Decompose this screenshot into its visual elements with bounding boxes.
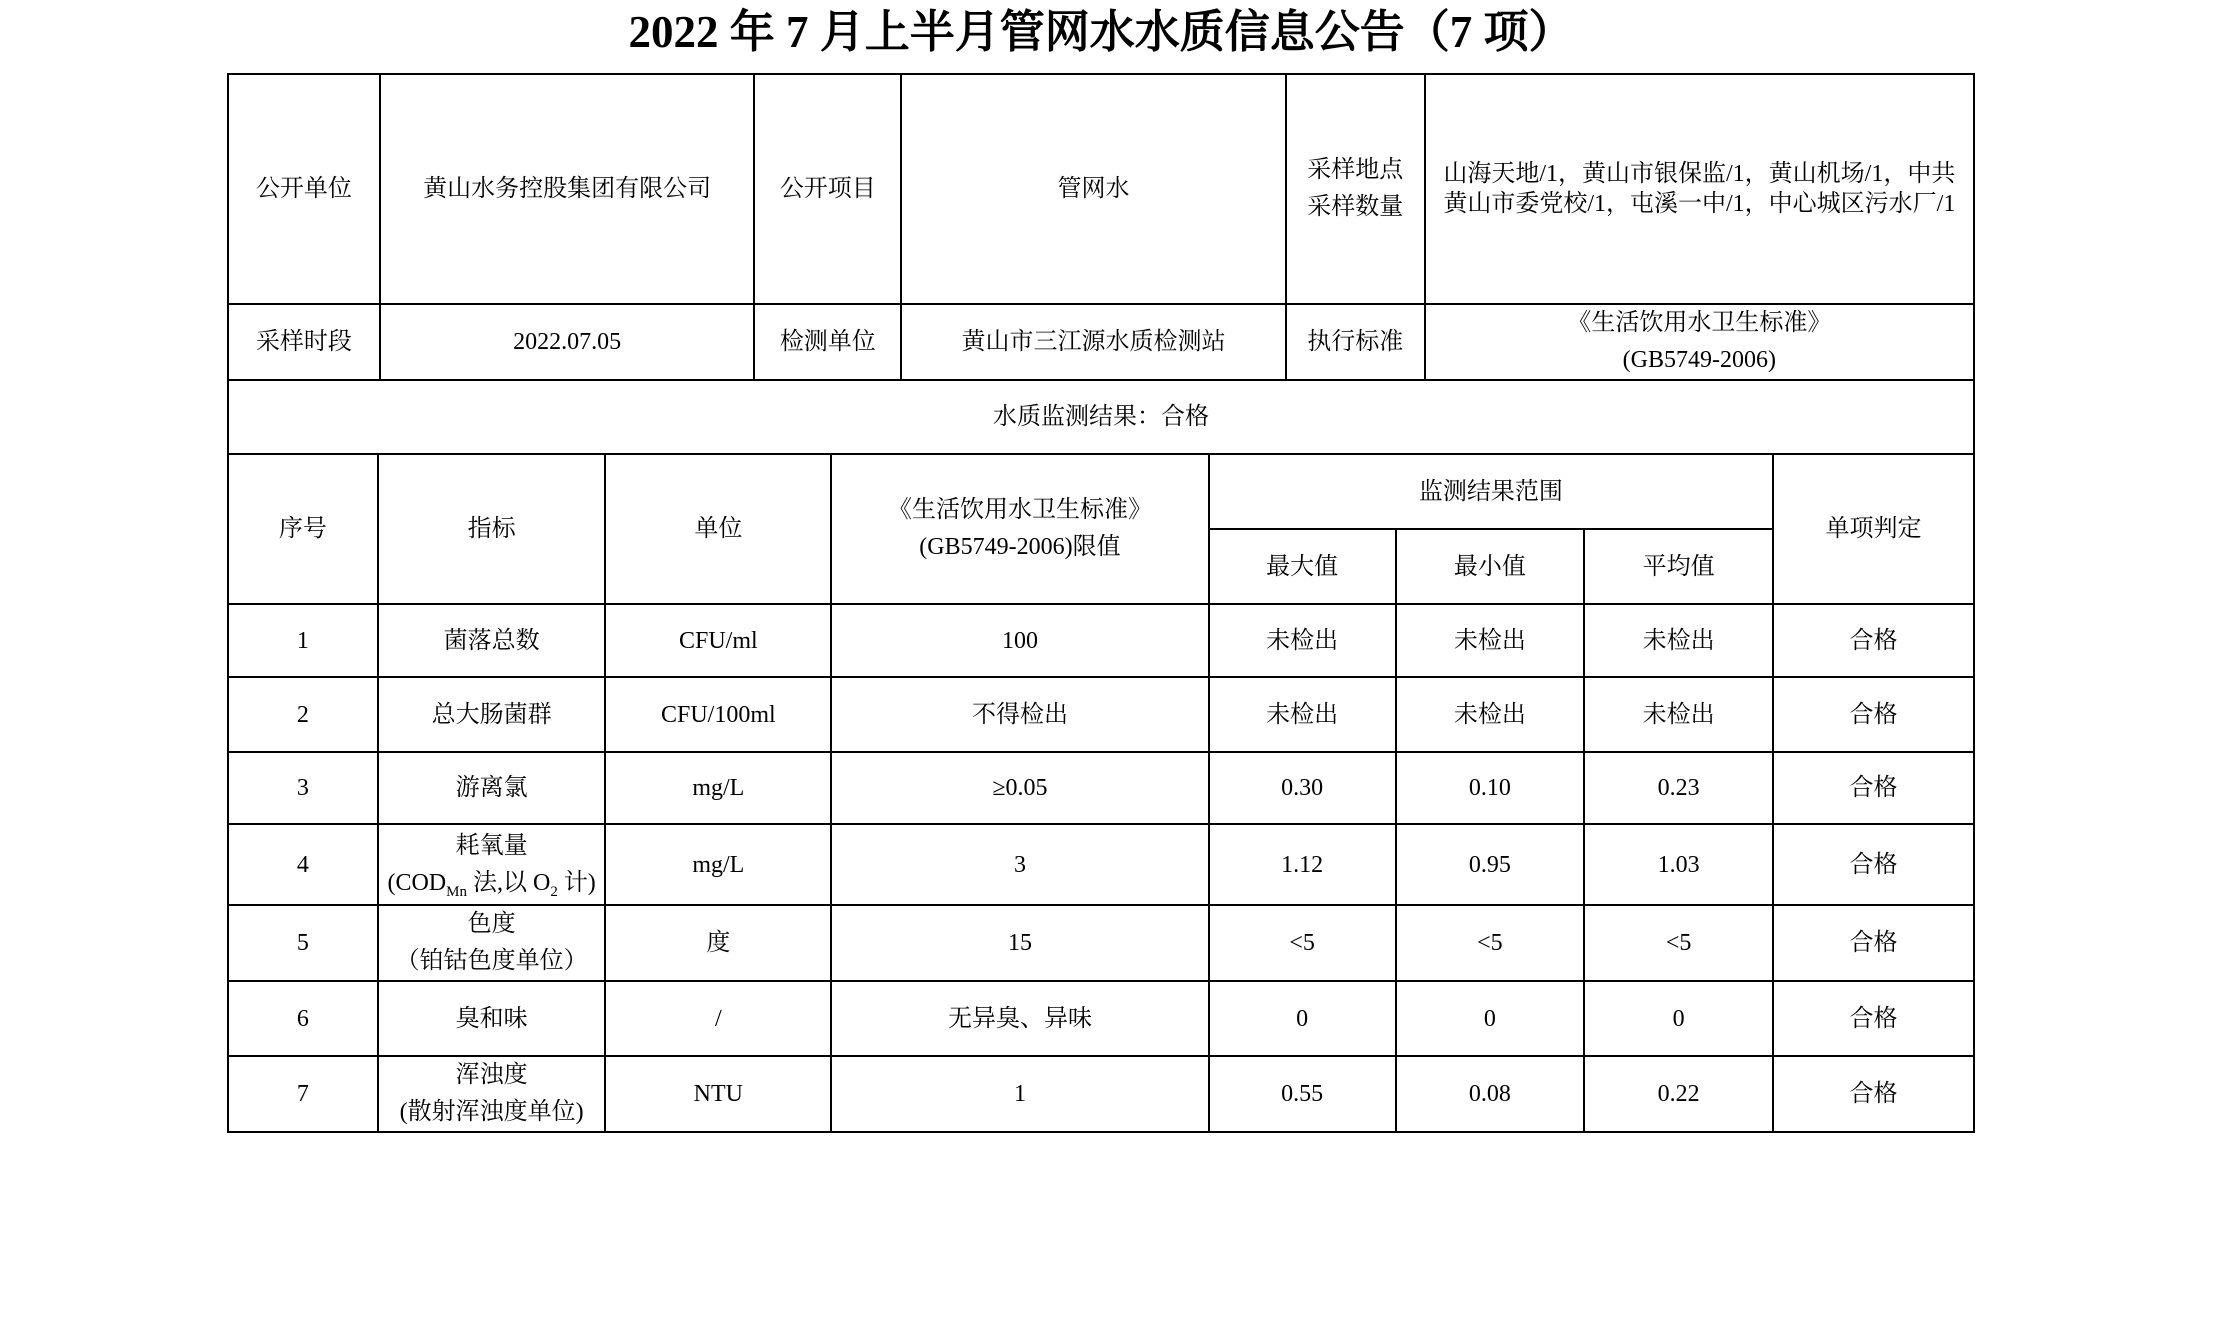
row-avg: <5 — [1584, 905, 1773, 981]
header-unit: 单位 — [605, 454, 831, 604]
row-limit: 不得检出 — [831, 677, 1208, 752]
row-judgement: 合格 — [1773, 677, 1974, 752]
row-unit: / — [605, 981, 831, 1056]
standard-label: 执行标准 — [1286, 304, 1425, 380]
row-judgement: 合格 — [1773, 604, 1974, 677]
page-title: 2022 年 7 月上半月管网水水质信息公告（7 项） — [628, 7, 1574, 57]
row-min: 0.95 — [1396, 824, 1585, 905]
row-unit: CFU/100ml — [605, 677, 831, 752]
row-avg: 0.22 — [1584, 1056, 1773, 1132]
table-row — [228, 604, 1974, 677]
header-range-group: 监测结果范围 — [1209, 454, 1773, 529]
header-limit-line1: 《生活饮用水卫生标准》 — [887, 497, 1152, 523]
info-row-1 — [228, 74, 1974, 304]
subscript: Mn — [446, 883, 467, 900]
row-max: 0 — [1209, 981, 1396, 1056]
row-min: 0 — [1396, 981, 1585, 1056]
row-min: 0.08 — [1396, 1056, 1585, 1132]
table-row — [228, 824, 1974, 905]
table-row — [228, 677, 1974, 752]
public-item-label: 公开项目 — [754, 74, 901, 304]
row-max: 0.55 — [1209, 1056, 1396, 1132]
sampling-site-label — [1286, 74, 1425, 304]
table-row — [228, 905, 1974, 981]
row-unit: NTU — [605, 1056, 831, 1132]
row-indicator — [378, 905, 606, 981]
row-max: 未检出 — [1209, 677, 1396, 752]
table-row — [228, 981, 1974, 1056]
row-indicator-line2: (散射浑浊度单位) — [399, 1099, 584, 1125]
row-no: 4 — [228, 824, 378, 905]
row-indicator-line2: ($COD_{Mn}$ 法,以 $O_2$ 计) — [387, 869, 596, 900]
row-indicator-line2: （铂钴色度单位） — [395, 948, 588, 974]
row-indicator: 游离氯 — [378, 752, 606, 824]
header-limit — [831, 454, 1208, 604]
header-no: 序号 — [228, 454, 378, 604]
standard-value — [1425, 304, 1974, 380]
row-no: 3 — [228, 752, 378, 824]
row-limit: 3 — [831, 824, 1208, 905]
sampling-site-value: 山海天地/1，黄山市银保监/1，黄山机场/1，中共黄山市委党校/1，屯溪一中/1，中心城区污水厂/1 — [1425, 74, 1974, 304]
row-max: <5 — [1209, 905, 1396, 981]
row-indicator: 臭和味 — [378, 981, 606, 1056]
header-judgement: 单项判定 — [1773, 454, 1974, 604]
testing-unit-value: 黄山市三江源水质检测站 — [901, 304, 1286, 380]
row-indicator-line1: 浑浊度 — [455, 1062, 528, 1088]
row-max: 未检出 — [1209, 604, 1396, 677]
table-row — [228, 1056, 1974, 1132]
header-min: 最小值 — [1396, 529, 1585, 604]
row-judgement: 合格 — [1773, 905, 1974, 981]
monitoring-result: 水质监测结果：合格 — [228, 380, 1974, 454]
row-indicator: 总大肠菌群 — [378, 677, 606, 752]
public-item-value: 管网水 — [901, 74, 1286, 304]
subscript: 2 — [550, 883, 558, 900]
row-no: 1 — [228, 604, 378, 677]
row-limit: 1 — [831, 1056, 1208, 1132]
public-unit-label: 公开单位 — [228, 74, 380, 304]
row-min: 0.10 — [1396, 752, 1585, 824]
sampling-site-label-line1: 采样地点 — [1307, 157, 1404, 183]
row-no: 5 — [228, 905, 378, 981]
row-no: 2 — [228, 677, 378, 752]
row-indicator — [378, 1056, 606, 1132]
row-avg: 1.03 — [1584, 824, 1773, 905]
row-min: 未检出 — [1396, 604, 1585, 677]
row-limit: 100 — [831, 604, 1208, 677]
header-indicator: 指标 — [378, 454, 606, 604]
row-judgement: 合格 — [1773, 981, 1974, 1056]
header-avg: 平均值 — [1584, 529, 1773, 604]
standard-value-line1: 《生活饮用水卫生标准》 — [1567, 310, 1832, 336]
row-min: 未检出 — [1396, 677, 1585, 752]
row-limit: ≥0.05 — [831, 752, 1208, 824]
row-indicator-line1: 耗氧量 — [455, 832, 528, 859]
table-row — [228, 752, 1974, 824]
row-avg: 未检出 — [1584, 677, 1773, 752]
row-no: 6 — [228, 981, 378, 1056]
row-judgement: 合格 — [1773, 752, 1974, 824]
row-avg: 0 — [1584, 981, 1773, 1056]
testing-unit-label: 检测单位 — [754, 304, 901, 380]
sampling-period-value: 2022.07.05 — [380, 304, 755, 380]
row-indicator-line1: 色度 — [467, 911, 516, 937]
row-avg: 0.23 — [1584, 752, 1773, 824]
public-unit-value: 黄山水务控股集团有限公司 — [380, 74, 755, 304]
row-judgement: 合格 — [1773, 824, 1974, 905]
sampling-period-label: 采样时段 — [228, 304, 380, 380]
row-indicator: 菌落总数 — [378, 604, 606, 677]
row-unit: CFU/ml — [605, 604, 831, 677]
row-indicator — [378, 824, 606, 905]
row-max: 1.12 — [1209, 824, 1396, 905]
row-min: <5 — [1396, 905, 1585, 981]
row-max: 0.30 — [1209, 752, 1396, 824]
row-limit: 15 — [831, 905, 1208, 981]
row-judgement: 合格 — [1773, 1056, 1974, 1132]
header-row-1 — [228, 454, 1974, 529]
results-table — [227, 453, 1975, 1133]
info-table — [227, 73, 1975, 455]
row-unit: mg/L — [605, 824, 831, 905]
sampling-site-label-line2: 采样数量 — [1307, 194, 1404, 220]
header-max: 最大值 — [1209, 529, 1396, 604]
result-row — [228, 380, 1974, 454]
row-unit: mg/L — [605, 752, 831, 824]
row-no: 7 — [228, 1056, 378, 1132]
row-limit: 无异臭、异味 — [831, 981, 1208, 1056]
row-unit: 度 — [605, 905, 831, 981]
row-avg: 未检出 — [1584, 604, 1773, 677]
info-row-2 — [228, 304, 1974, 380]
standard-value-line2: (GB5749-2006) — [1622, 347, 1776, 373]
header-limit-line2: (GB5749-2006)限值 — [919, 534, 1121, 560]
